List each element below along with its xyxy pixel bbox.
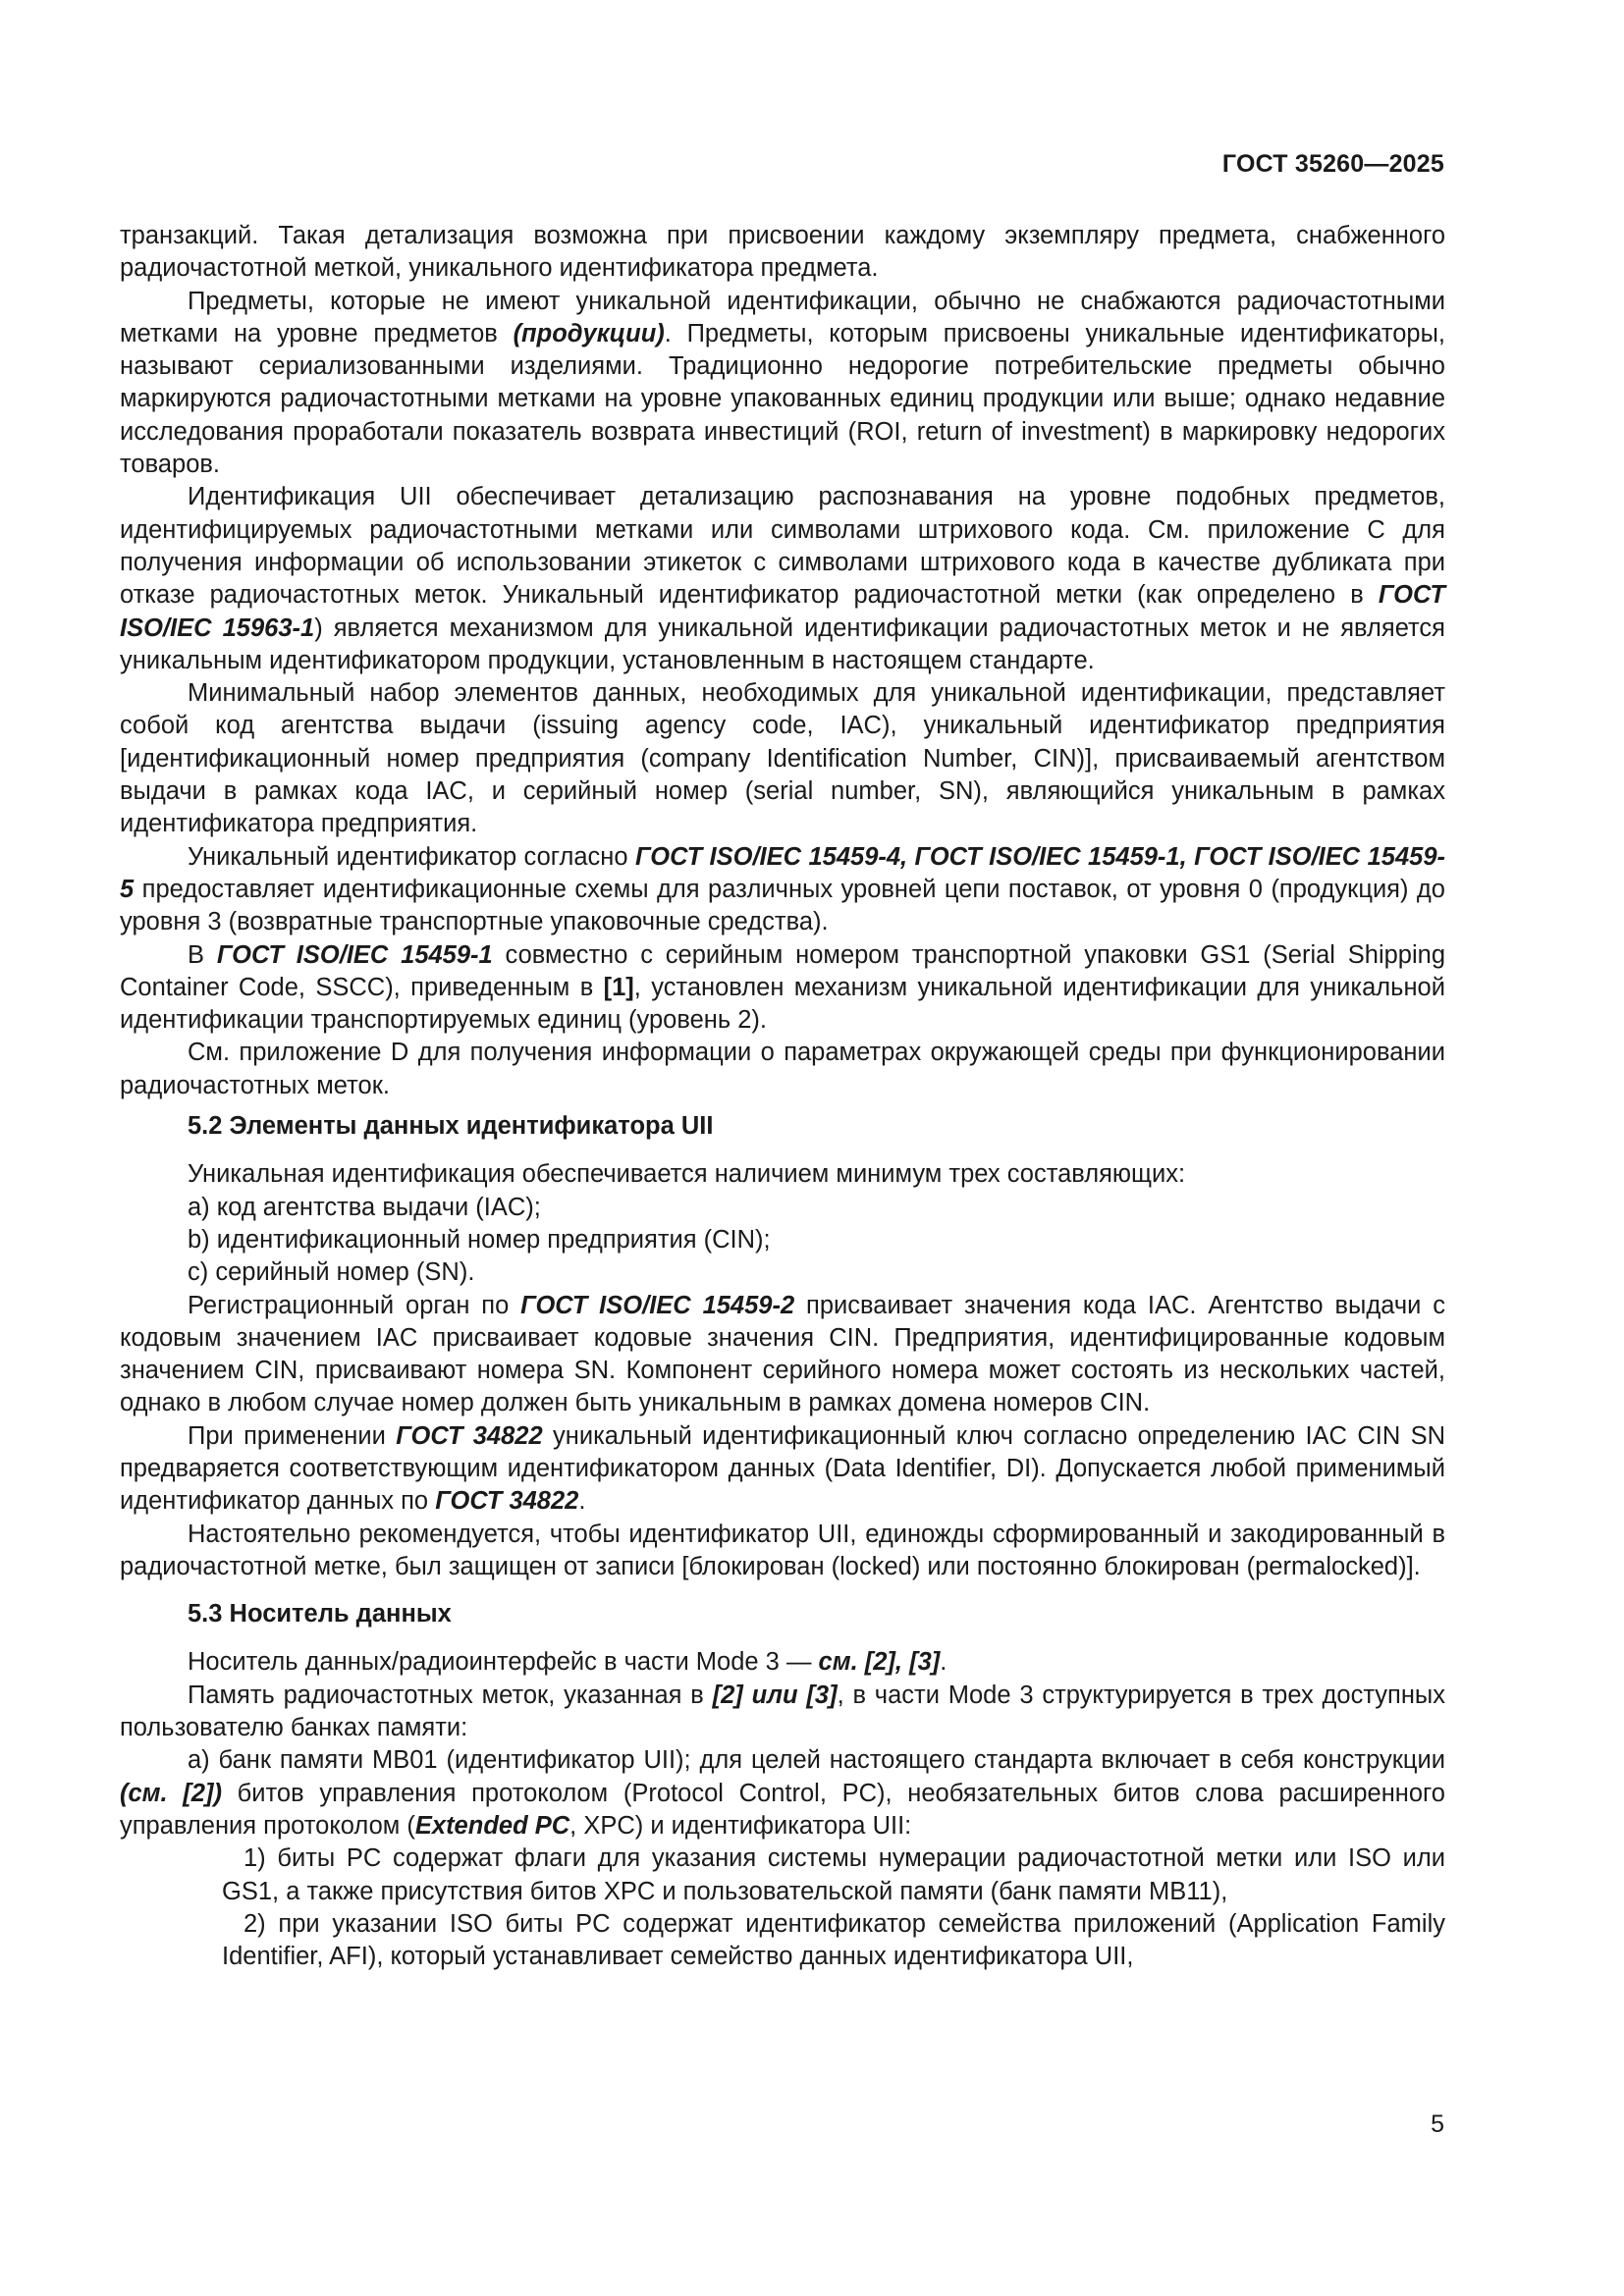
standard-reference: ГОСТ 34822 xyxy=(435,1487,579,1516)
bibliography-reference: см. [2], [3] xyxy=(818,1648,941,1677)
standard-header: ГОСТ 35260—2025 xyxy=(1221,150,1444,178)
bibliography-reference: [1] xyxy=(603,973,634,1001)
paragraph: транзакций. Такая детализация возможна при присвоении каждому экземпляру предмета, снабженного радиочастотной меткой, уникального идентификатора предмета. xyxy=(120,222,1445,283)
paragraph: Уникальный идентификатор согласно ГОСТ ISO/IEC 15459-4, ГОСТ ISO/IEC 15459-1, ГОСТ ISO/IEC 15459-5 предоставляет идентификационные схемы для различных уровней цепи поставок, от уровня 0 (продукция) до уровня 3 (возвратные транспортные упаковочные средства). xyxy=(120,842,1445,936)
bibliography-reference: [2] или [3] xyxy=(712,1681,838,1709)
paragraph: Носитель данных/радиоинтерфейс в части Mode 3 — см. [2], [3]. xyxy=(188,1648,947,1677)
standard-reference: ГОСТ 34822 xyxy=(396,1421,543,1450)
list-item: c) серийный номер (SN). xyxy=(188,1258,475,1287)
section-heading-5-3: 5.3 Носитель данных xyxy=(188,1600,452,1629)
standard-reference: ГОСТ ISO/IEC 15459-2 xyxy=(520,1291,795,1319)
standard-reference: ГОСТ ISO/IEC 15963-1 xyxy=(120,581,1445,642)
document-body xyxy=(120,220,1445,1973)
section-heading-5-2: 5.2 Элементы данных идентификатора UII xyxy=(188,1112,714,1141)
emphasis: Extended PC xyxy=(414,1811,570,1840)
paragraph: См. приложение D для получения информации о параметрах окружающей среды при функционировании радиочастотных меток. xyxy=(120,1039,1445,1099)
paragraph: Минимальный набор элементов данных, необходимых для уникальной идентификации, представляет собой код агентства выдачи (issuing agency code, IAC), уникальный идентификатор предприятия [идентификационный номер предприятия (company Identification Number, CIN)], присваиваемый агентством выдачи в рамках кода IAC, и серийный номер (serial number, SN), являющийся уникальным в рамках идентификатора предприятия. xyxy=(120,679,1445,838)
page-number: 5 xyxy=(1431,2110,1444,2138)
emphasis: (продукции) xyxy=(513,319,665,347)
standard-reference: ГОСТ ISO/IEC 15459-4, ГОСТ ISO/IEC 15459-1, ГОСТ ISO/IEC 15459-5 xyxy=(120,842,1445,903)
bibliography-reference: (см. [2]) xyxy=(120,1779,222,1807)
sub-list-item: 2) при указании ISO биты PC содержат идентификатор семейства приложений (Application Family Identifier, AFI), который устанавливает семейство данных идентификатора UII, xyxy=(222,1909,1445,1971)
paragraph: Идентификация UII обеспечивает детализацию распознавания на уровне подобных предметов, идентифицируемых радиочастотными метками или символами штрихового кода. См. приложение C для получения информации об использовании этикеток с символами штрихового кода в качестве дубликата при отказе радиочастотных меток. Уникальный идентификатор радиочастотной метки (как определено в ГОСТ ISO/IEC 15963-1) является механизмом для уникальной идентификации радиочастотных меток и не является уникальным идентификатором продукции, установленным в настоящем стандарте. xyxy=(120,483,1445,674)
list-item: a) банк памяти MB01 (идентификатор UII); для целей настоящего стандарта включает в себя конструкции (см. [2]) битов управления протоколом (Protocol Control, PC), необязательных битов слова расширенного управления протоколом (Extended PC, XPC) и идентификатора UII: xyxy=(120,1746,1445,1840)
paragraph: Настоятельно рекомендуется, чтобы идентификатор UII, единожды сформированный и закодированный в радиочастотной метке, был защищен от записи [блокирован (locked) или постоянно блокирован (permalocked)]. xyxy=(120,1520,1445,1580)
standard-reference: ГОСТ ISO/IEC 15459-1 xyxy=(216,940,493,969)
paragraph: В ГОСТ ISO/IEC 15459-1 совместно с серийным номером транспортной упаковки GS1 (Serial Shipping Container Code, SSCC), приведенным в [1], установлен механизм уникальной идентификации для уникальной идентификации транспортируемых единиц (уровень 2). xyxy=(120,940,1446,1035)
paragraph: Предметы, которые не имеют уникальной идентификации, обычно не снабжаются радиочастотными метками на уровне предметов (продукции). Предметы, которым присвоены уникальные идентификаторы, называют сериализованными изделиями. Традиционно недорогие потребительские предметы обычно маркируются радиочастотными метками на уровне упакованных единиц продукции или выше; однако недавние исследования проработали показатель возврата инвестиций (ROI, return of investment) в маркировку недорогих товаров. xyxy=(120,287,1445,479)
paragraph: Память радиочастотных меток, указанная в [2] или [3], в части Mode 3 структурируется в трех доступных пользователю банках памяти: xyxy=(120,1681,1446,1742)
paragraph: При применении ГОСТ 34822 уникальный идентификационный ключ согласно определению IAC CIN SN предваряется соответствующим идентификатором данных (Data Identifier, DI). Допускается любой применимый идентификатор данных по ГОСТ 34822. xyxy=(120,1421,1445,1516)
list-item: b) идентификационный номер предприятия (CIN); xyxy=(188,1225,771,1254)
list-item: a) код агентства выдачи (IAC); xyxy=(188,1193,541,1221)
sub-list-item: 1) биты PC содержат флаги для указания системы нумерации радиочастотной метки или ISO или GS1, а также присутствия битов XPC и пользовательской памяти (банк памяти MB11), xyxy=(222,1844,1445,1905)
paragraph: Уникальная идентификация обеспечивается наличием минимум трех составляющих: xyxy=(188,1160,1186,1189)
paragraph: Регистрационный орган по ГОСТ ISO/IEC 15459-2 присваивает значения кода IAC. Агентство выдачи с кодовым значением IAC присваивает кодовые значения CIN. Предприятия, идентифицированные кодовым значением CIN, присваивают номера SN. Компонент серийного номера может состоять из нескольких частей, однако в любом случае номер должен быть уникальным в рамках домена номеров CIN. xyxy=(120,1291,1445,1417)
